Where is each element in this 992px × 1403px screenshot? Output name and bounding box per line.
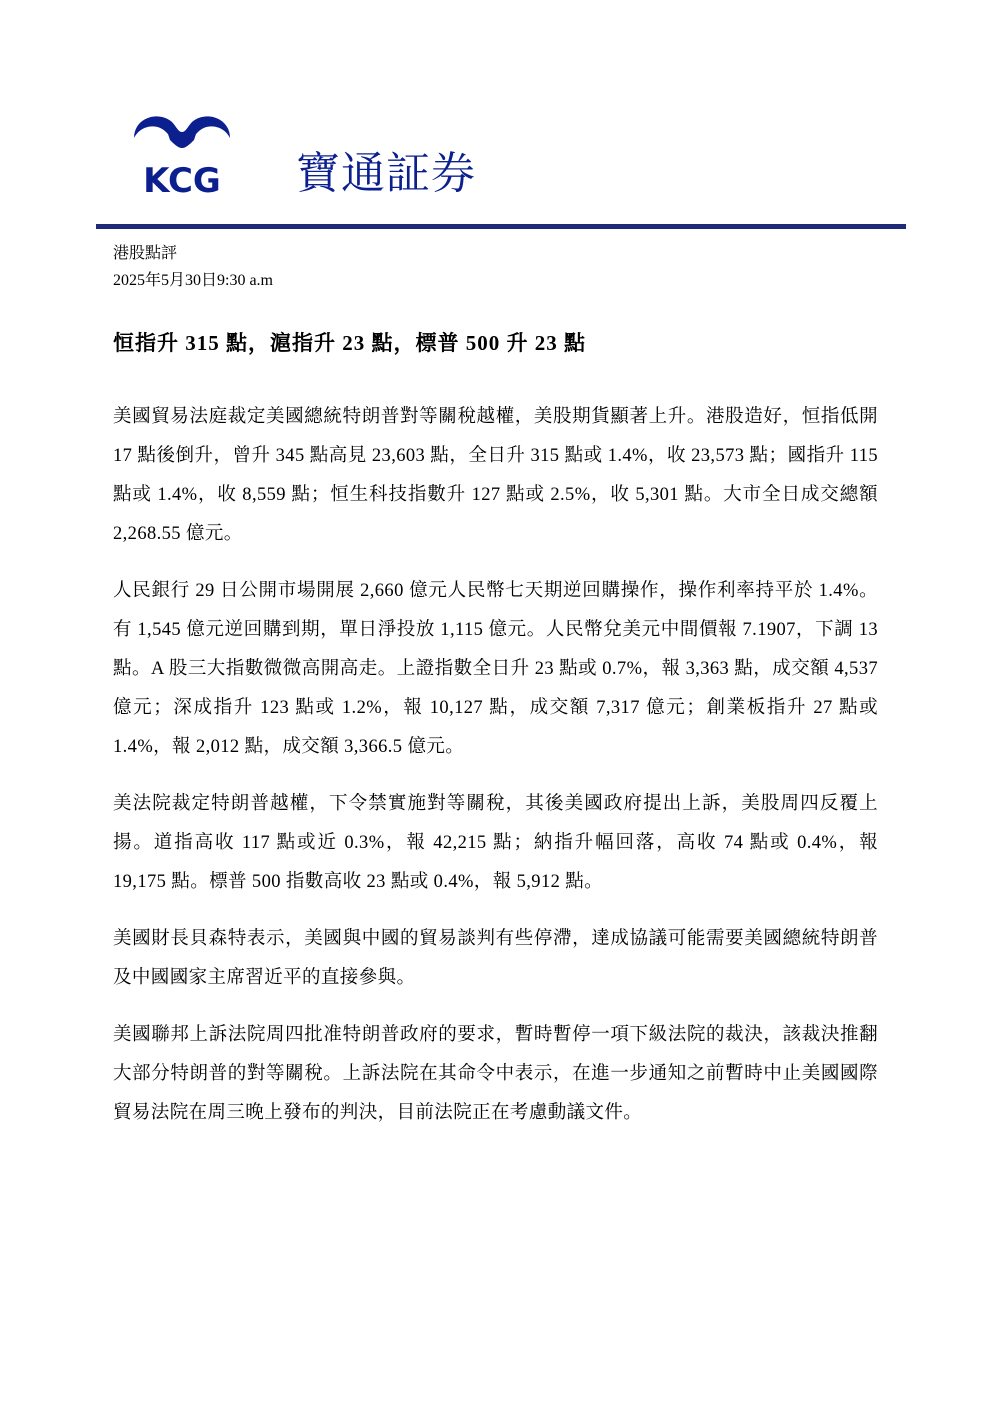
- report-datetime: 2025年5月30日9:30 a.m: [113, 272, 273, 289]
- brand-name: 寶通証券: [296, 148, 476, 199]
- headline: 恒指升 315 點，滬指升 23 點，標普 500 升 23 點: [113, 331, 586, 355]
- paragraph-appeals-court: 美國聯邦上訴法院周四批准特朗普政府的要求，暫時暫停一項下級法院的裁決，該裁決推翻大部分特朗普的對等關稅。上訴法院在其命令中表示，在進一步通知之前暫時中止美國國際貿易法院在周三晚上發布的判決，目前法院正在考慮動議文件。: [113, 1025, 878, 1123]
- report-category: 港股點評: [113, 245, 178, 262]
- paragraph-us-market: 美法院裁定特朗普越權，下令禁實施對等關稅，其後美國政府提出上訴，美股周四反覆上揚。道指高收 117 點或近 0.3%，報 42,215 點；納指升幅回落，高收 74 點或 0.4%，報 19,175 點。標普 500 指數高收 23 點或 0.4%，報 5,912 點。: [113, 794, 878, 892]
- kcg-logo: [128, 108, 236, 198]
- header-divider: [96, 224, 906, 229]
- paragraph-hk-market: 美國貿易法庭裁定美國總統特朗普對等關稅越權，美股期貨顯著上升。港股造好，恒指低開 17 點後倒升，曾升 345 點高見 23,603 點，全日升 315 點或 1.4%，收 23,573 點；國指升 115 點或 1.4%，收 8,559 點；恒生科技指數升 127 點或 2.5%，收 5,301 點。大市全日成交總額 2,268.55 億元。: [113, 407, 878, 544]
- meta-block: [113, 240, 273, 294]
- paragraph-trade-talks: 美國財長貝森特表示，美國與中國的貿易談判有些停滯，達成協議可能需要美國總統特朗普及中國國家主席習近平的直接參與。: [113, 929, 878, 988]
- svg-text:KCG: KCG: [143, 161, 221, 198]
- article-body: [113, 398, 878, 1151]
- paragraph-china-market: 人民銀行 29 日公開市場開展 2,660 億元人民幣七天期逆回購操作，操作利率持平於 1.4%。有 1,545 億元逆回購到期，單日淨投放 1,115 億元。人民幣兌美元中間價報 7.1907，下調 13 點。A 股三大指數微微高開高走。上證指數全日升 23 點或 0.7%，報 3,363 點，成交額 4,537 億元；深成指升 123 點或 1.2%，報 10,127 點，成交額 7,317 億元；創業板指升 27 點或 1.4%，報 2,012 點，成交額 3,366.5 億元。: [113, 581, 878, 757]
